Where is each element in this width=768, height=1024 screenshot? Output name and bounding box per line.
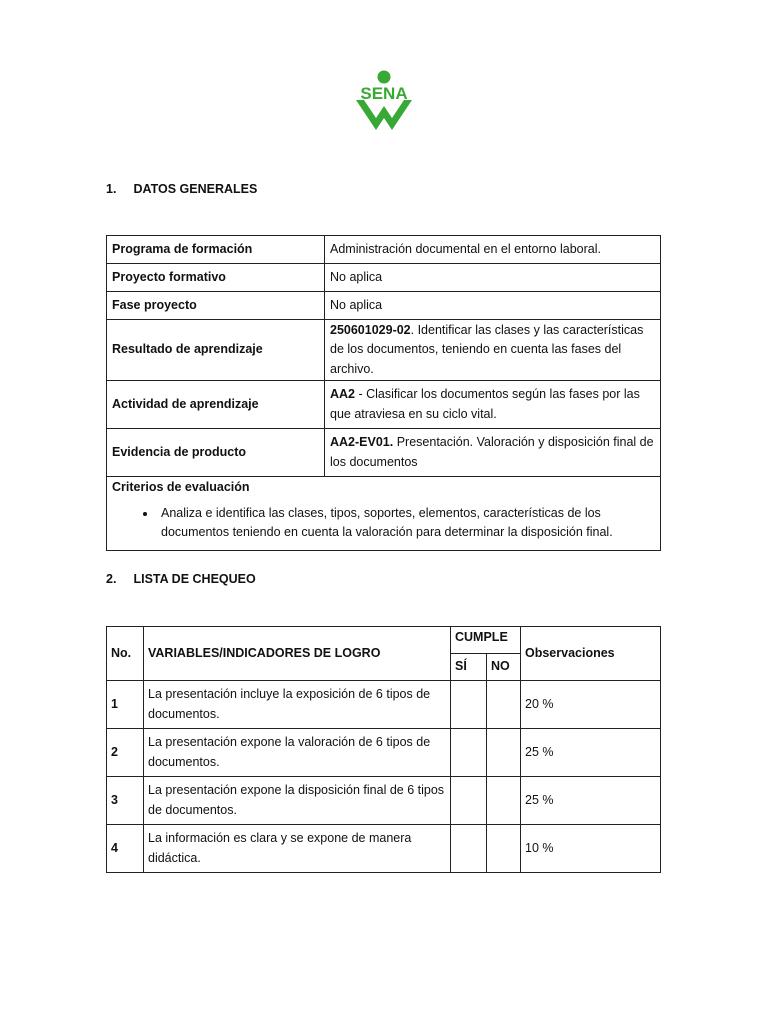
row-proyecto [107, 264, 661, 292]
evidencia-label: Evidencia de producto [107, 429, 325, 477]
evidencia-cell [325, 429, 661, 477]
evidencia-code: AA2-EV01. [330, 435, 394, 450]
programa-value: Administración documental en el entorno laboral. [325, 236, 661, 264]
row-indicator: La información es clara y se expone de manera didáctica. [144, 825, 451, 873]
section-2-title: LISTA DE CHEQUEO [133, 572, 256, 586]
row-observation: 25 % [521, 729, 661, 777]
row-programa [107, 236, 661, 264]
resultado-label: Resultado de aprendizaje [107, 320, 325, 381]
criterios-list [112, 504, 655, 543]
fase-value: No aplica [325, 292, 661, 320]
row-si-cell[interactable] [451, 729, 487, 777]
proyecto-value: No aplica [325, 264, 661, 292]
row-no-cell[interactable] [487, 825, 521, 873]
checklist-header-row [107, 627, 661, 654]
evidencia-value: Presentación. Valoración y disposición final de los documentos [330, 435, 654, 469]
row-number: 2 [107, 729, 144, 777]
row-number: 1 [107, 681, 144, 729]
checklist-table [106, 626, 661, 873]
section-1-heading [106, 180, 257, 199]
table-row [107, 729, 661, 777]
row-indicator: La presentación expone la valoración de 6 tipos de documentos. [144, 729, 451, 777]
section-2-heading [106, 570, 256, 589]
col-obs-header: Observaciones [521, 627, 661, 681]
table-row [107, 825, 661, 873]
row-criterios [107, 477, 661, 551]
row-si-cell[interactable] [451, 777, 487, 825]
table-row [107, 777, 661, 825]
sena-logo [352, 70, 416, 132]
resultado-cell [325, 320, 661, 381]
actividad-value: - Clasificar los documentos según las fases por las que atraviesa en su ciclo vital. [330, 387, 640, 421]
general-data-table [106, 235, 661, 551]
col-no-header: No. [107, 627, 144, 681]
row-observation: 20 % [521, 681, 661, 729]
row-evidencia [107, 429, 661, 477]
section-1-number: 1. [106, 182, 117, 196]
section-1-title: DATOS GENERALES [133, 182, 258, 196]
criterios-cell [107, 477, 661, 551]
actividad-code: AA2 [330, 387, 356, 402]
col-no-sub-header: NO [487, 654, 521, 681]
row-si-cell[interactable] [451, 681, 487, 729]
criterio-item: • Analiza e identifica las clases, tipos, soportes, elementos, características de los documentos teniendo en cuenta la valoración para determinar la disposición final. [157, 504, 655, 543]
logo-text: SENA [360, 84, 408, 103]
row-number: 4 [107, 825, 144, 873]
fase-label: Fase proyecto [107, 292, 325, 320]
row-actividad [107, 381, 661, 429]
row-no-cell[interactable] [487, 777, 521, 825]
resultado-code: 250601029-02 [330, 323, 411, 337]
row-indicator: La presentación expone la disposición final de 6 tipos de documentos. [144, 777, 451, 825]
row-fase [107, 292, 661, 320]
row-observation: 10 % [521, 825, 661, 873]
actividad-cell [325, 381, 661, 429]
row-number: 3 [107, 777, 144, 825]
programa-label: Programa de formación [107, 236, 325, 264]
row-observation: 25 % [521, 777, 661, 825]
row-no-cell[interactable] [487, 729, 521, 777]
row-no-cell[interactable] [487, 681, 521, 729]
row-indicator: La presentación incluye la exposición de 6 tipos de documentos. [144, 681, 451, 729]
resultado-value: . Identificar las clases y las características de los documentos, teniendo en cuenta las fases del archivo. [330, 323, 644, 376]
actividad-label: Actividad de aprendizaje [107, 381, 325, 429]
table-row [107, 681, 661, 729]
col-cumple-header: CUMPLE [451, 627, 521, 654]
col-variables-header: VARIABLES/INDICADORES DE LOGRO [144, 627, 451, 681]
row-resultado [107, 320, 661, 381]
proyecto-label: Proyecto formativo [107, 264, 325, 292]
section-2-number: 2. [106, 572, 117, 586]
col-si-header: SÍ [451, 654, 487, 681]
criterios-label: Criterios de evaluación [112, 480, 250, 495]
row-si-cell[interactable] [451, 825, 487, 873]
